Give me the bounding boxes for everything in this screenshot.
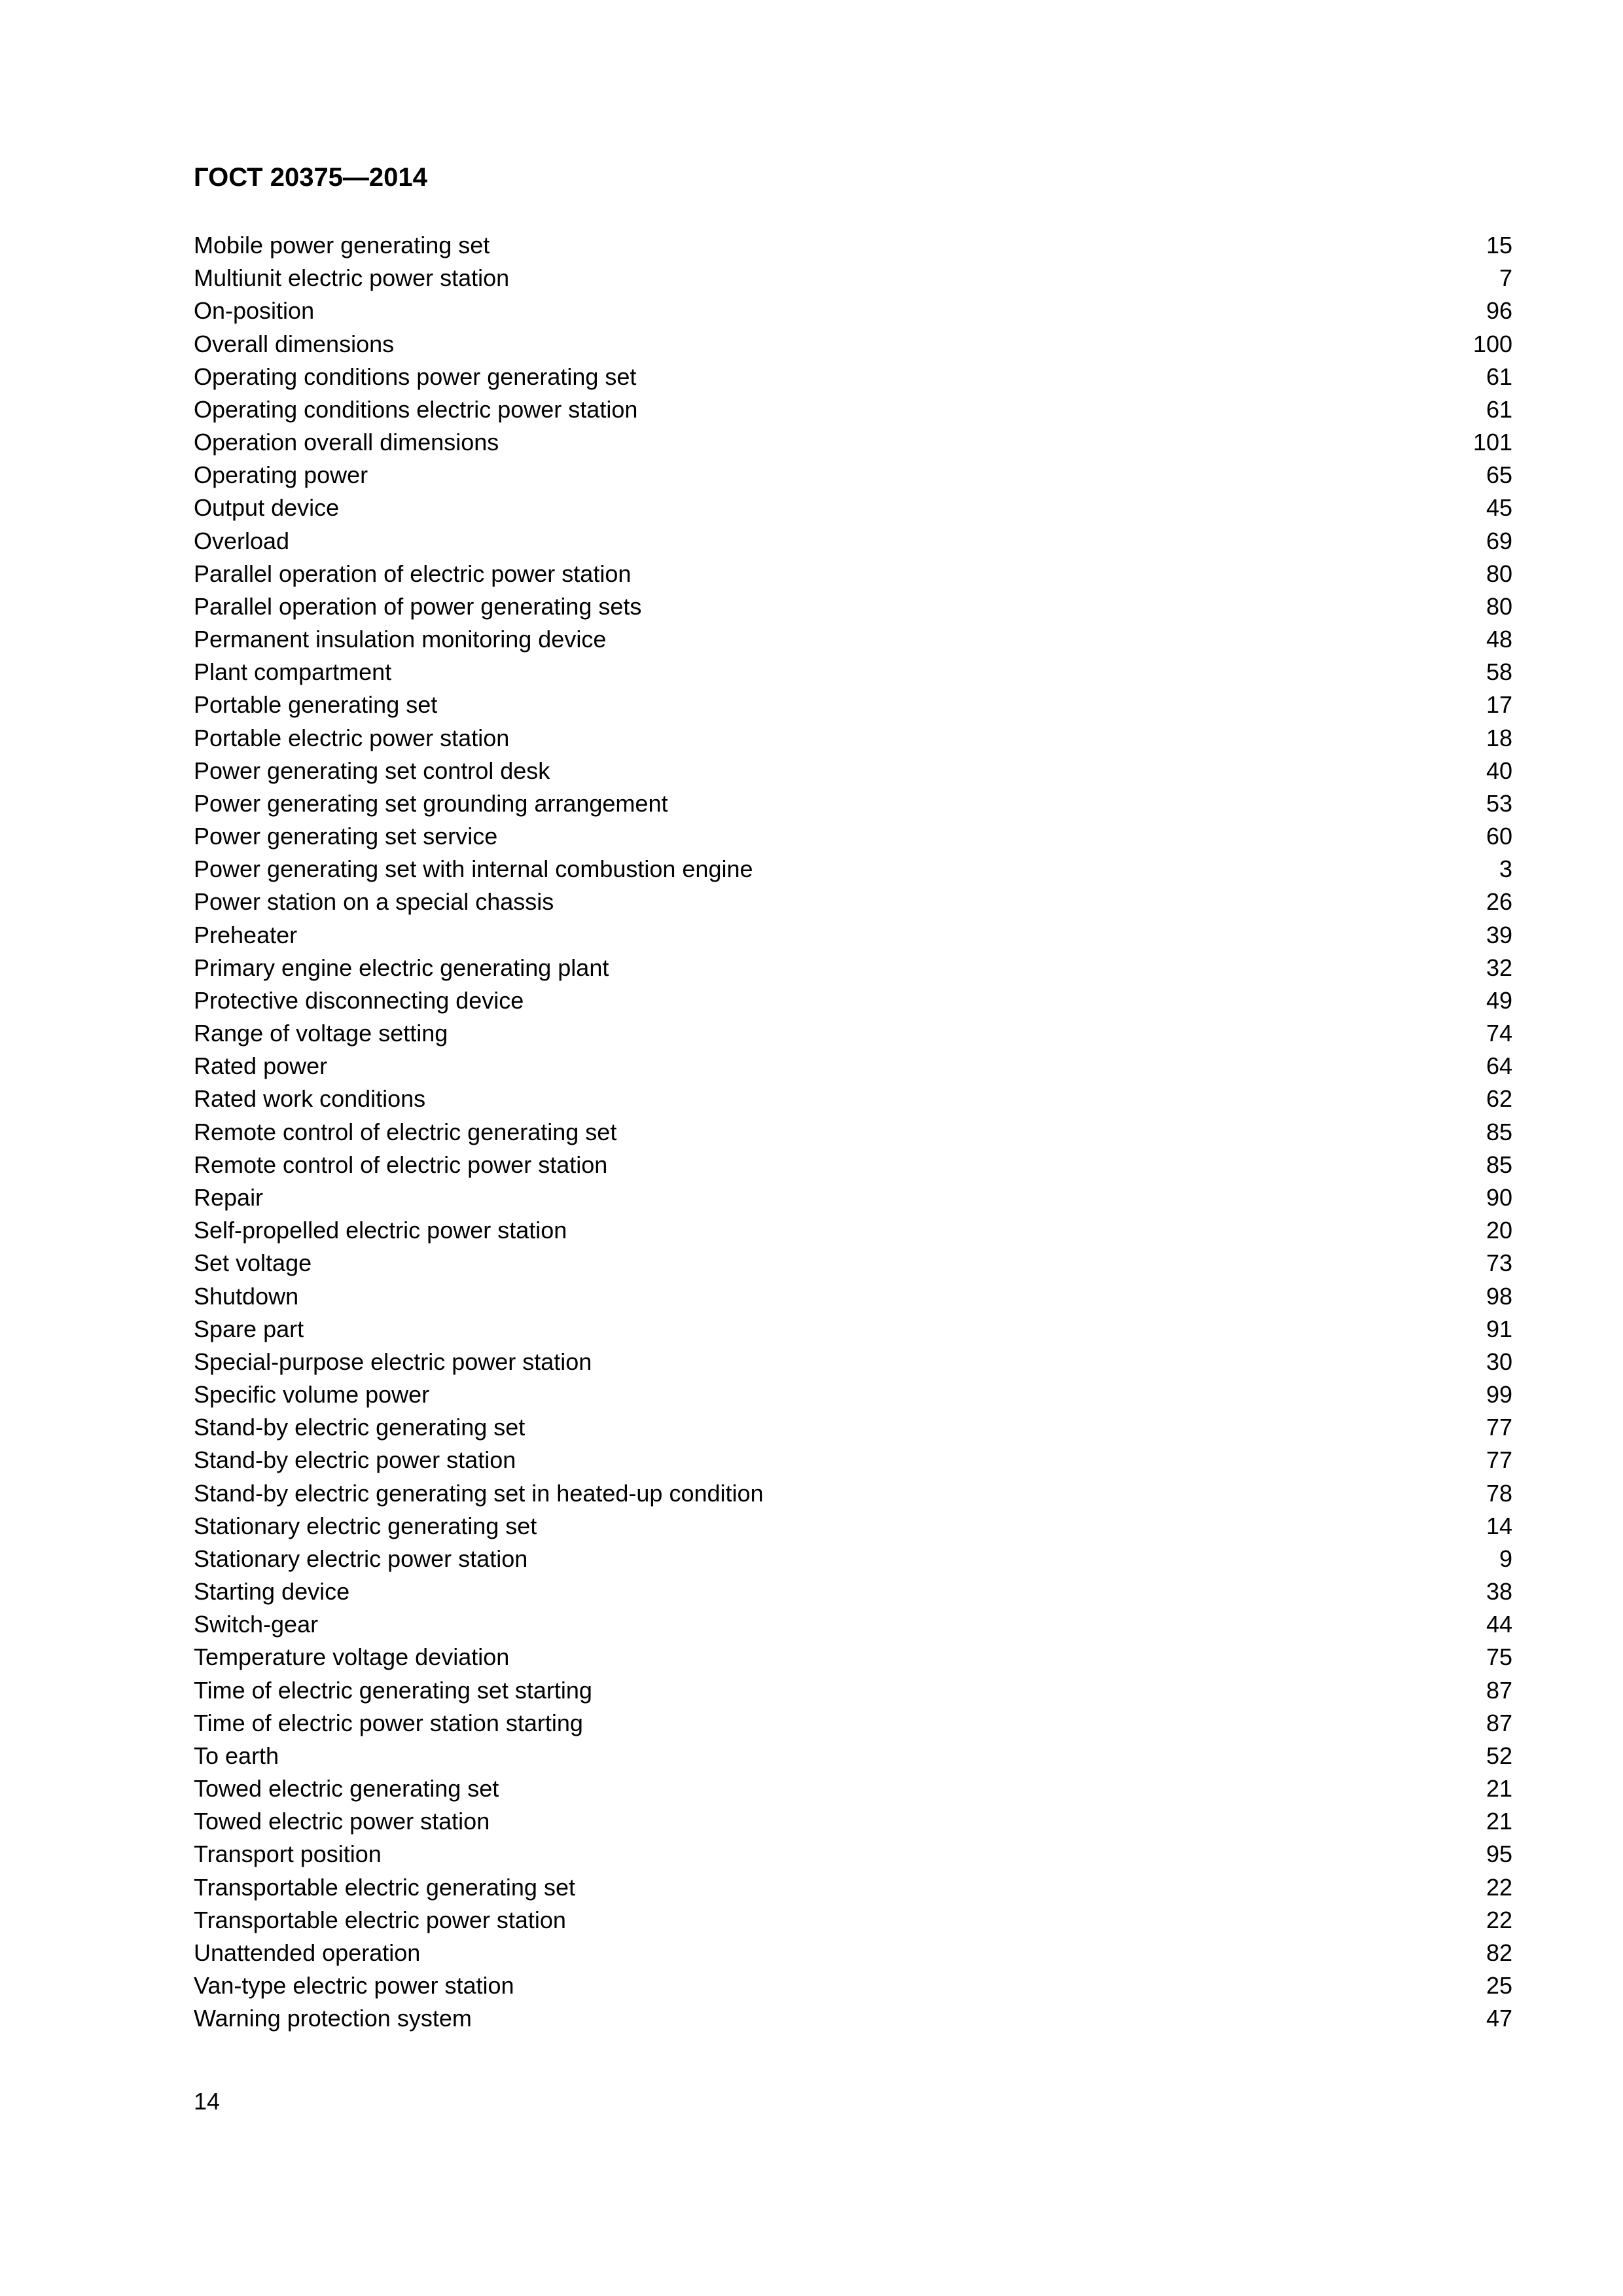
index-entry	[194, 1247, 1512, 1280]
index-term-number: 61	[1486, 395, 1512, 423]
index-term: Parallel operation of electric power station	[194, 560, 632, 587]
index-term-number: 21	[1486, 1808, 1512, 1835]
index-entry	[194, 1083, 1512, 1115]
index-entry	[194, 1543, 1512, 1575]
index-term: Temperature voltage deviation	[194, 1643, 510, 1671]
index-term: Stand-by electric power station	[194, 1446, 516, 1474]
index-entry	[194, 1378, 1512, 1411]
index-term-number: 96	[1486, 297, 1512, 325]
index-entry	[194, 2002, 1512, 2035]
index-term-number: 100	[1472, 330, 1512, 357]
index-term: Power generating set with internal combustion engine	[194, 855, 753, 883]
index-term: Plant compartment	[194, 658, 392, 686]
index-term: Stationary electric generating set	[194, 1512, 537, 1539]
index-term-number: 3	[1499, 855, 1512, 883]
index-entry	[194, 525, 1512, 558]
index-term: Towed electric generating set	[194, 1775, 499, 1803]
index-term-number: 14	[1486, 1512, 1512, 1539]
index-entry	[194, 853, 1512, 886]
index-term-number: 98	[1486, 1282, 1512, 1310]
index-term-number: 18	[1486, 724, 1512, 751]
index-entry	[194, 1050, 1512, 1083]
index-term-number: 48	[1486, 626, 1512, 653]
index-term: Stand-by electric generating set in heated-up condition	[194, 1479, 764, 1507]
index-term: Range of voltage setting	[194, 1020, 448, 1047]
index-term-number: 32	[1486, 954, 1512, 981]
index-term: Rated work conditions	[194, 1085, 426, 1113]
index-term-number: 91	[1486, 1315, 1512, 1342]
index-term: Towed electric power station	[194, 1808, 490, 1835]
index-term: To earth	[194, 1742, 279, 1769]
index-entry	[194, 984, 1512, 1017]
index-entry	[194, 1017, 1512, 1050]
index-term-number: 7	[1499, 264, 1512, 292]
index-term-number: 74	[1486, 1020, 1512, 1047]
index-term: Primary engine electric generating plant	[194, 954, 609, 981]
index-entry	[194, 229, 1512, 262]
index-entry	[194, 1510, 1512, 1543]
index-entry	[194, 590, 1512, 623]
index-term-number: 90	[1486, 1183, 1512, 1211]
index-term-number: 62	[1486, 1085, 1512, 1113]
index-entry	[194, 1838, 1512, 1871]
index-term-number: 38	[1486, 1578, 1512, 1605]
index-term-number: 53	[1486, 789, 1512, 817]
index-term: Shutdown	[194, 1282, 299, 1310]
index-entry	[194, 1674, 1512, 1707]
index-term: Time of electric generating set starting	[194, 1676, 592, 1704]
index-term: Output device	[194, 494, 340, 522]
index-term-number: 99	[1486, 1381, 1512, 1408]
index-entry	[194, 1280, 1512, 1313]
index-entry	[194, 361, 1512, 393]
index-term: Parallel operation of power generating sets	[194, 592, 642, 620]
index-term: Permanent insulation monitoring device	[194, 626, 607, 653]
index-term-number: 73	[1486, 1249, 1512, 1277]
index-term: Transportable electric power station	[194, 1906, 566, 1933]
index-term-number: 87	[1486, 1676, 1512, 1704]
index-term-number: 75	[1486, 1643, 1512, 1671]
index-entry	[194, 1411, 1512, 1444]
index-term: Multiunit electric power station	[194, 264, 510, 292]
index-term-number: 58	[1486, 658, 1512, 686]
index-term-number: 82	[1486, 1939, 1512, 1966]
index-term-number: 9	[1499, 1545, 1512, 1572]
index-entry	[194, 1805, 1512, 1838]
index-entry	[194, 492, 1512, 524]
index-term: Power generating set grounding arrangement	[194, 789, 668, 817]
index-term: Power station on a special chassis	[194, 888, 554, 916]
index-term-number: 39	[1486, 921, 1512, 948]
index-term: Power generating set control desk	[194, 757, 550, 784]
index-entry	[194, 1575, 1512, 1608]
index-entry	[194, 1444, 1512, 1477]
index-term: Special-purpose electric power station	[194, 1348, 592, 1375]
index-entry	[194, 328, 1512, 361]
index-term: Preheater	[194, 921, 298, 948]
index-entry	[194, 722, 1512, 755]
index-term-number: 49	[1486, 986, 1512, 1014]
index-entry	[194, 1904, 1512, 1937]
index-entry	[194, 558, 1512, 590]
index-entry	[194, 1116, 1512, 1149]
index-term: Transportable electric generating set	[194, 1873, 575, 1901]
index-term: Overall dimensions	[194, 330, 395, 357]
index-entry	[194, 393, 1512, 426]
index-entry	[194, 623, 1512, 656]
index-entry	[194, 1871, 1512, 1904]
index-term: Operating conditions power generating set	[194, 363, 637, 390]
index-term: Mobile power generating set	[194, 232, 490, 259]
index-term: Van-type electric power station	[194, 1972, 514, 2000]
index-term-number: 15	[1486, 232, 1512, 259]
index-term-number: 22	[1486, 1873, 1512, 1901]
index-entry	[194, 1313, 1512, 1346]
index-term: Portable electric power station	[194, 724, 510, 751]
index-term-number: 80	[1486, 592, 1512, 620]
index-term: Switch-gear	[194, 1611, 319, 1638]
index-entry	[194, 1214, 1512, 1247]
index-term: Operating conditions electric power station	[194, 395, 638, 423]
index-term: Stand-by electric generating set	[194, 1414, 526, 1441]
index-entry	[194, 886, 1512, 918]
index-term-number: 21	[1486, 1775, 1512, 1803]
index-term: Self-propelled electric power station	[194, 1217, 567, 1244]
index-entry	[194, 1641, 1512, 1674]
index-term-number: 60	[1486, 823, 1512, 850]
index-term: Portable generating set	[194, 691, 438, 719]
document-code-header: ГОСТ 20375—2014	[194, 163, 427, 192]
index-list	[194, 229, 1512, 2035]
index-term-number: 47	[1486, 2005, 1512, 2032]
index-entry	[194, 787, 1512, 820]
index-term-number: 78	[1486, 1479, 1512, 1507]
index-term-number: 64	[1486, 1052, 1512, 1080]
index-entry	[194, 426, 1512, 459]
page-number: 14	[194, 2088, 221, 2115]
index-term-number: 25	[1486, 1972, 1512, 2000]
index-term-number: 45	[1486, 494, 1512, 522]
index-entry	[194, 755, 1512, 787]
index-term: Rated power	[194, 1052, 328, 1080]
index-term-number: 101	[1472, 429, 1512, 456]
index-term: Unattended operation	[194, 1939, 421, 1966]
index-term-number: 30	[1486, 1348, 1512, 1375]
index-term-number: 77	[1486, 1446, 1512, 1474]
index-entry	[194, 820, 1512, 853]
index-entry	[194, 1346, 1512, 1378]
index-term: Specific volume power	[194, 1381, 430, 1408]
index-term-number: 52	[1486, 1742, 1512, 1769]
index-term: Transport position	[194, 1840, 382, 1868]
index-entry	[194, 1477, 1512, 1510]
index-term: Operation overall dimensions	[194, 429, 499, 456]
index-entry	[194, 919, 1512, 952]
index-term: Remote control of electric generating set	[194, 1118, 617, 1145]
index-term-number: 87	[1486, 1709, 1512, 1736]
index-term-number: 85	[1486, 1118, 1512, 1145]
index-term: Warning protection system	[194, 2005, 472, 2032]
index-entry	[194, 1608, 1512, 1641]
index-term: Starting device	[194, 1578, 350, 1605]
index-term-number: 85	[1486, 1151, 1512, 1178]
index-entry	[194, 1937, 1512, 1969]
index-term: Spare part	[194, 1315, 304, 1342]
index-entry	[194, 1707, 1512, 1740]
index-term: Overload	[194, 527, 290, 554]
index-term-number: 17	[1486, 691, 1512, 719]
index-term-number: 26	[1486, 888, 1512, 916]
index-entry	[194, 295, 1512, 327]
index-entry	[194, 952, 1512, 984]
index-entry	[194, 1149, 1512, 1181]
index-term: Remote control of electric power station	[194, 1151, 608, 1178]
index-term: On-position	[194, 297, 315, 325]
index-term: Stationary electric power station	[194, 1545, 528, 1572]
index-term-number: 77	[1486, 1414, 1512, 1441]
index-term-number: 20	[1486, 1217, 1512, 1244]
index-entry	[194, 1772, 1512, 1805]
index-term: Protective disconnecting device	[194, 986, 524, 1014]
index-term-number: 22	[1486, 1906, 1512, 1933]
index-term: Set voltage	[194, 1249, 312, 1277]
index-entry	[194, 1969, 1512, 2002]
index-term: Power generating set service	[194, 823, 498, 850]
index-term-number: 95	[1486, 1840, 1512, 1868]
index-term: Time of electric power station starting	[194, 1709, 583, 1736]
index-entry	[194, 459, 1512, 492]
index-term-number: 65	[1486, 461, 1512, 489]
index-term: Operating power	[194, 461, 368, 489]
index-entry	[194, 689, 1512, 721]
index-entry	[194, 262, 1512, 295]
index-term: Repair	[194, 1183, 264, 1211]
index-term-number: 40	[1486, 757, 1512, 784]
index-entry	[194, 656, 1512, 689]
index-term-number: 69	[1486, 527, 1512, 554]
index-entry	[194, 1740, 1512, 1772]
index-term-number: 44	[1486, 1611, 1512, 1638]
index-term-number: 80	[1486, 560, 1512, 587]
index-entry	[194, 1181, 1512, 1214]
index-term-number: 61	[1486, 363, 1512, 390]
